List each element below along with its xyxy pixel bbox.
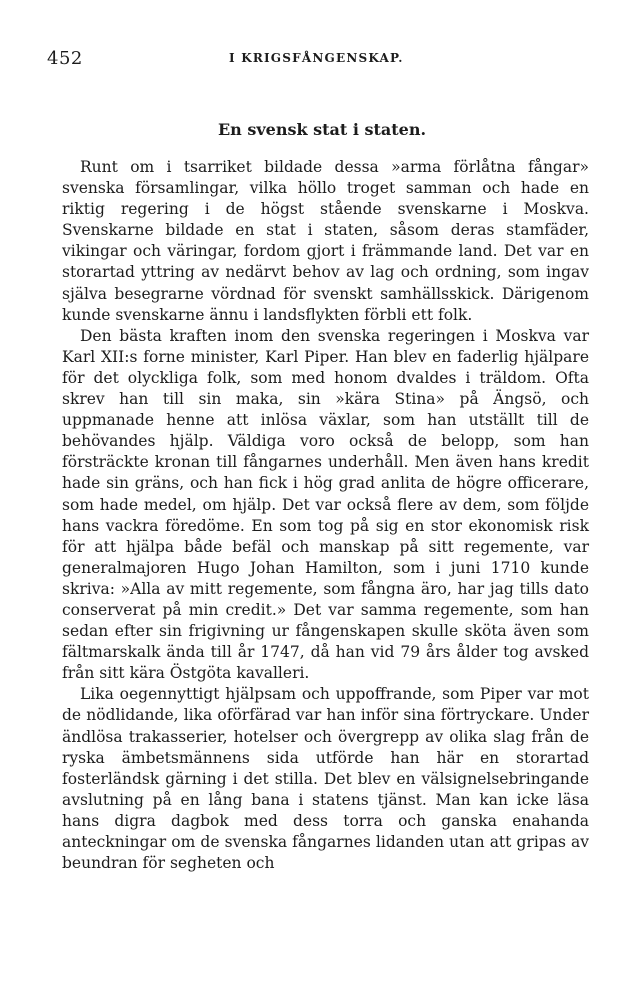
page-number: 452 <box>47 48 83 69</box>
page-header <box>47 48 597 72</box>
running-head: I KRIGSFÅNGENSKAP. <box>229 51 404 65</box>
paragraph-2: Den bästa kraften inom den svenska regeringen i Moskva var Karl XII:s forne minister, Karl Piper. Han blev en faderlig hjälpare för det olyckliga folk, som med honom dvaldes i träldom. Ofta skrev han till sin maka, sin »kära Stina» på Ängsö, och uppmanade henne att inlösa växlar, som han utställt till de behövandes hjälp. Väldiga voro också de belopp, som han försträckte kronan till fångarnes underhåll. Men även hans kredit hade sin gräns, och han fick i hög grad anlita de högre officerare, som hade medel, om hjälp. Det var också flere av dem, som följde hans vackra föredöme. En som tog på sig en stor ekonomisk risk för att hjälpa både befäl och manskap på sitt regemente, var generalmajoren Hugo Johan Hamilton, som i juni 1710 kunde skriva: »Alla av mitt regemente, som fångna äro, har jag tills dato conserverat på min credit.» Det var samma regemente, som han sedan efter sin frigivning ur fångenskapen skulle sköta även som fältmarskalk ända till år 1747, då han vid 79 års ålder tog avsked från sitt kära Östgöta kavalleri. <box>62 326 589 683</box>
body-text <box>62 157 589 874</box>
paragraph-3: Lika oegennyttigt hjälpsam och uppoffrande, som Piper var mot de nödlidande, lika oförfärad var han inför sina förtryckare. Under ändlösa trakasserier, hotelser och övergrepp av olika slag från de ryska ämbetsmännens sida utförde han här en storartad fosterländsk gärning i det stilla. Det blev en välsignelsebringande avslutning på en lång bana i statens tjänst. Man kan icke läsa hans digra dagbok med dess torra och ganska enahanda anteckningar om de svenska fångarnes lidanden utan att gripas av beundran för segheten och <box>62 685 589 873</box>
section-title: En svensk stat i staten. <box>217 120 427 139</box>
paragraph-1: Runt om i tsarriket bildade dessa »arma förlåtna fångar» svenska församlingar, vilka höllo troget samman och hade en riktig regering i de högst stående svenskarne i Moskva. Svenskarne bildade en stat i staten, såsom deras stamfäder, vikingar och väringar, fordom gjort i främmande land. Det var en storartad yttring av nedärvt behov av lag och ordning, som ingav själva besegrarne vördnad för svenskt samhällsskick. Därigenom kunde svenskarne ännu i landsflykten förbli ett folk. <box>62 158 589 324</box>
